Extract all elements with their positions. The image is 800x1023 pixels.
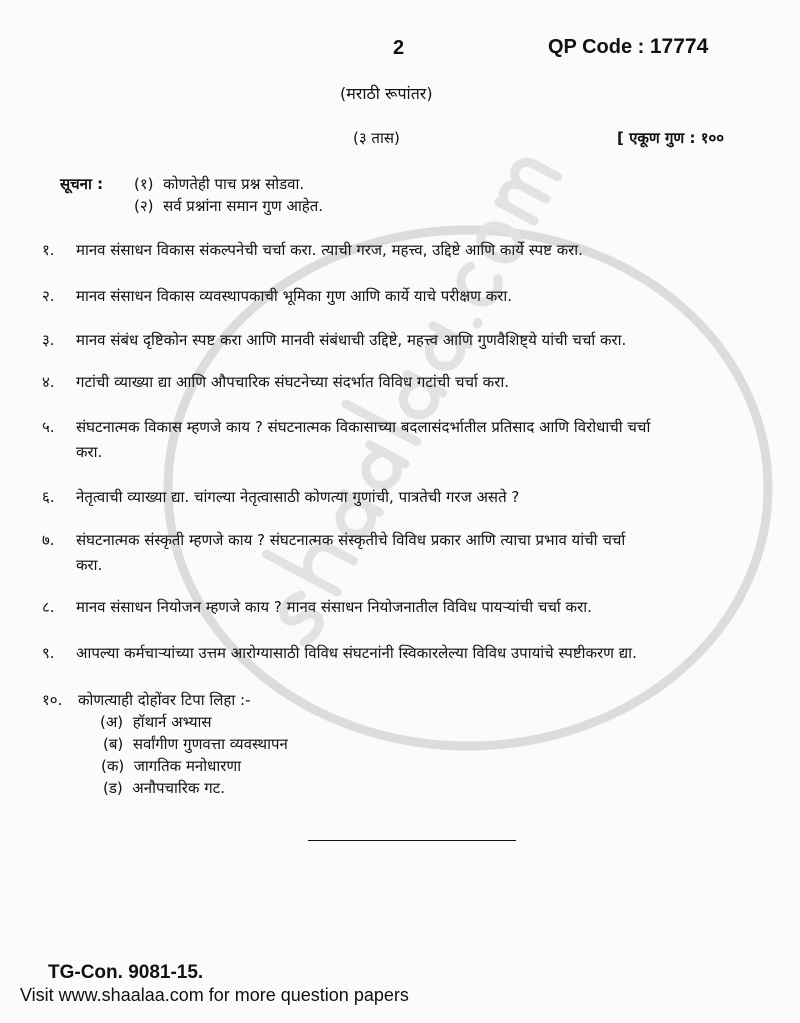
footer-code: TG-Con. 9081-15. bbox=[48, 962, 204, 983]
instruction-num: (२) bbox=[134, 197, 154, 215]
question-text: गटांची व्याख्या द्या आणि औपचारिक संघटनेच्या संदर्भात विविध गटांची चर्चा करा. bbox=[76, 373, 509, 391]
sub-item-text: जागतिक मनोधारणा bbox=[133, 757, 242, 775]
sub-item-text: सर्वांगीण गुणवत्ता व्यवस्थापन bbox=[132, 735, 288, 753]
question-text-continued: करा. bbox=[76, 443, 103, 461]
sub-item bbox=[103, 778, 225, 798]
question-text: संघटनात्मक विकास म्हणजे काय ? संघटनात्मक विकासाच्या बदलासंदर्भातील प्रतिसाद आणि विरोधाची चर्चा bbox=[76, 418, 651, 436]
question-text-continued: करा. bbox=[76, 556, 103, 574]
qp-code-value: 17774 bbox=[649, 35, 709, 58]
instruction-num: (१) bbox=[134, 175, 154, 193]
question-number: १. bbox=[42, 241, 55, 259]
sub-item-text: अनौपचारिक गट. bbox=[132, 779, 225, 797]
instructions-label: सूचना : bbox=[60, 175, 104, 193]
sub-item-num: (ब) bbox=[103, 735, 124, 753]
instruction-item bbox=[134, 174, 304, 194]
qp-code-label: QP Code : bbox=[548, 36, 645, 58]
end-divider bbox=[308, 840, 516, 841]
sub-item-num: (क) bbox=[101, 757, 125, 775]
question-text: मानव संसाधन नियोजन म्हणजे काय ? मानव संसाधन नियोजनातील विविध पायऱ्यांची चर्चा करा. bbox=[76, 598, 592, 616]
question-text: मानव संबंध दृष्टिकोन स्पष्ट करा आणि मानवी संबंधाची उद्दिष्टे, महत्त्व आणि गुणवैशिष्ट्ये यांची चर्चा करा. bbox=[76, 331, 627, 349]
sub-item bbox=[103, 734, 288, 754]
question-text: कोणत्याही दोहोंवर टिपा लिहा :- bbox=[78, 691, 251, 709]
page-number: 2 bbox=[393, 37, 405, 59]
question-text: मानव संसाधन विकास व्यवस्थापकाची भूमिका गुण आणि कार्ये याचे परीक्षण करा. bbox=[76, 287, 513, 305]
question-number: ६. bbox=[42, 488, 55, 506]
sub-item-num: (अ) bbox=[100, 713, 124, 731]
sub-item bbox=[101, 756, 241, 776]
question-number: १०. bbox=[42, 691, 63, 709]
sub-item-text: हॉथार्न अभ्यास bbox=[132, 713, 212, 731]
question-number: ८. bbox=[42, 598, 55, 616]
question-text: आपल्या कर्मचाऱ्यांच्या उत्तम आरोग्यासाठी विविध संघटनांनी स्विकारलेल्या विविध उपायांचे स्पष्टीकरण द्या. bbox=[76, 644, 637, 662]
question-number: ३. bbox=[42, 331, 55, 349]
instruction-text: सर्व प्रश्नांना समान गुण आहेत. bbox=[163, 197, 324, 215]
question-number: ५. bbox=[42, 418, 55, 436]
qp-code bbox=[548, 35, 708, 59]
total-marks: [ एकूण गुण : १०० bbox=[617, 129, 725, 147]
question-text: संघटनात्मक संस्कृती म्हणजे काय ? संघटनात्मक संस्कृतीचे विविध प्रकार आणि त्याचा प्रभाव यांची चर्चा bbox=[76, 531, 626, 549]
footer-visit-link[interactable]: Visit www.shaalaa.com for more question papers bbox=[20, 985, 409, 1005]
sub-item bbox=[100, 712, 212, 732]
instruction-text: कोणतेही पाच प्रश्न सोडवा. bbox=[163, 175, 305, 193]
question-number: २. bbox=[42, 287, 55, 305]
page-title: (मराठी रूपांतर) bbox=[340, 84, 433, 103]
question-text: नेतृत्वाची व्याख्या द्या. चांगल्या नेतृत्वासाठी कोणत्या गुणांची, पात्रतेची गरज असते ? bbox=[76, 488, 520, 506]
question-text: मानव संसाधन विकास संकल्पनेची चर्चा करा. त्याची गरज, महत्त्व, उद्दिष्टे आणि कार्ये स्पष्ट करा. bbox=[76, 241, 583, 259]
question-number: ४. bbox=[42, 373, 55, 391]
question-number: ९. bbox=[42, 644, 55, 662]
sub-item-num: (ड) bbox=[103, 779, 123, 797]
duration: (३ तास) bbox=[353, 129, 400, 147]
question-number: ७. bbox=[42, 531, 55, 549]
instruction-item bbox=[134, 196, 323, 216]
